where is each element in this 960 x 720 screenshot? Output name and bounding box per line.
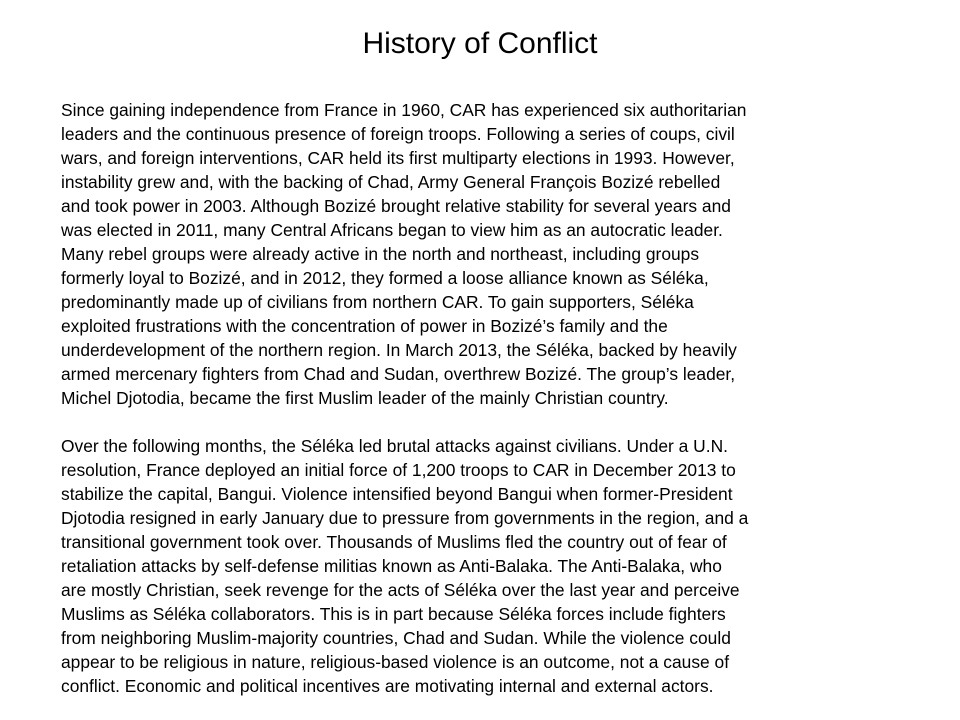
text-line: Many rebel groups were already active in the north and northeast, including groups bbox=[61, 244, 700, 264]
text-line: retaliation attacks by self-defense militias known as Anti-Balaka. The Anti-Balaka, who bbox=[61, 556, 722, 576]
text-line: resolution, France deployed an initial force of 1,200 troops to CAR in December 2013 to bbox=[61, 460, 736, 480]
text-line: Over the following months, the Séléka led brutal attacks against civilians. Under a U.N. bbox=[61, 436, 728, 456]
slide-title: History of Conflict bbox=[362, 27, 598, 60]
text-line: from neighboring Muslim-majority countries, Chad and Sudan. While the violence could bbox=[61, 628, 731, 648]
text-line: predominantly made up of civilians from northern CAR. To gain supporters, Séléka bbox=[61, 292, 694, 312]
text-line: exploited frustrations with the concentration of power in Bozizé’s family and the bbox=[61, 316, 668, 336]
text-line: Michel Djotodia, became the first Muslim leader of the mainly Christian country. bbox=[61, 388, 669, 408]
text-line: and took power in 2003. Although Bozizé brought relative stability for several years and bbox=[61, 196, 731, 216]
text-line: formerly loyal to Bozizé, and in 2012, they formed a loose alliance known as Séléka, bbox=[61, 268, 709, 288]
text-line: Muslims as Séléka collaborators. This is in part because Séléka forces include fighters bbox=[61, 604, 726, 624]
text-line: was elected in 2011, many Central Africans began to view him as an autocratic leader. bbox=[61, 220, 723, 240]
text-line: transitional government took over. Thousands of Muslims fled the country out of fear of bbox=[61, 532, 727, 552]
text-line: are mostly Christian, seek revenge for the acts of Séléka over the last year and perceive bbox=[61, 580, 740, 600]
text-line: conflict. Economic and political incentives are motivating internal and external actors. bbox=[61, 676, 714, 696]
slide-body bbox=[61, 98, 861, 698]
text-line: appear to be religious in nature, religious-based violence is an outcome, not a cause of bbox=[61, 652, 730, 672]
paragraph-2 bbox=[61, 434, 861, 698]
text-line: leaders and the continuous presence of foreign troops. Following a series of coups, civil bbox=[61, 124, 735, 144]
text-line: underdevelopment of the northern region. In March 2013, the Séléka, backed by heavily bbox=[61, 340, 737, 360]
text-line: Djotodia resigned in early January due to pressure from governments in the region, and a bbox=[61, 508, 749, 528]
text-line: armed mercenary fighters from Chad and Sudan, overthrew Bozizé. The group’s leader, bbox=[61, 364, 736, 384]
paragraph-1 bbox=[61, 98, 861, 410]
text-line: instability grew and, with the backing of Chad, Army General François Bozizé rebelled bbox=[61, 172, 721, 192]
text-line: Since gaining independence from France in 1960, CAR has experienced six authoritarian bbox=[61, 100, 747, 120]
text-line: stabilize the capital, Bangui. Violence intensified beyond Bangui when former-President bbox=[61, 484, 733, 504]
text-line: wars, and foreign interventions, CAR held its first multiparty elections in 1993. However, bbox=[61, 148, 735, 168]
